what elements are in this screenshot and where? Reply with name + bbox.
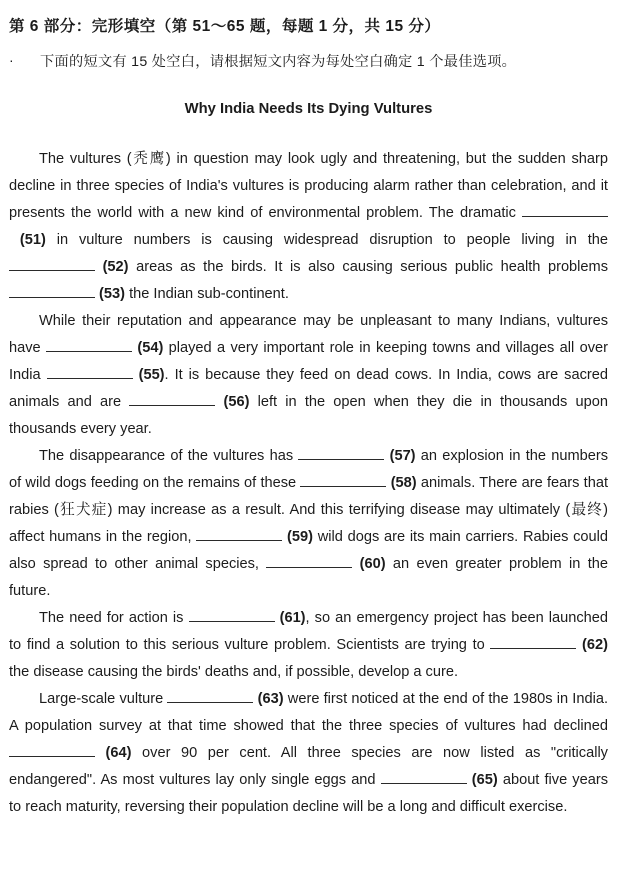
blank-number: (51)	[9, 232, 46, 248]
blank-line	[129, 405, 215, 406]
blank-number: (52)	[95, 259, 129, 275]
section-header: 第 6 部分：完形填空（第 51～65 题，每题 1 分，共 15 分）	[9, 18, 441, 35]
paragraph: The disappearance of the vultures has (57) an explosion in the numbers of wild dogs feeding on the remains of these (58) animals. There are fears that rabies (狂犬症) may increase as a result. And this terrifying disease may ultimately (最终) affect humans in the region, (59) wild dogs are its main carriers. Rabies could also spread to other animal species, (60) an even greater problem in the future.	[9, 448, 609, 599]
paragraph: Large-scale vulture (63) were first noticed at the end of the 1980s in India. A population survey at that time showed that the three species of vultures had declined (64) over 90 per cent. All three species are now listed as "critically endangered". As most vultures lay only single eggs and (65) about five years to reach maturity, reversing their population decline will be a long and difficult exercise.	[9, 691, 609, 815]
blank-number: (63)	[253, 691, 284, 707]
blank-number: (62)	[576, 637, 608, 653]
paragraph: The vultures (秃鹰) in question may look ugly and threatening, but the sudden sharp decline in three species of India's vultures is producing alarm rather than celebration, and it presents the world with a new kind of environmental problem. The dramatic (51) in vulture numbers is causing widespread disruption to people living in the (52) areas as the birds. It is also causing serious public health problems (53) the Indian sub-continent.	[9, 151, 608, 302]
blank-line	[266, 567, 352, 568]
blank-number: (55)	[132, 367, 165, 383]
blank-number: (54)	[132, 340, 164, 356]
blank-number: (56)	[215, 394, 250, 410]
blank-line	[490, 648, 576, 649]
instruction-text: 下面的短文有 15 处空白，请根据短文内容为每处空白确定 1 个最佳选项。	[40, 54, 517, 70]
blank-line	[47, 378, 133, 379]
blank-number: (65)	[466, 772, 498, 788]
blank-number: (57)	[384, 448, 416, 464]
article-body	[9, 146, 608, 821]
paragraph: The need for action is (61), so an emergency project has been launched to find a solution to this serious vulture problem. Scientists are trying to (62) the disease causing the birds' deaths and, if possible, develop a cure.	[9, 610, 608, 680]
blank-number: (59)	[282, 529, 313, 545]
blank-line	[522, 216, 608, 217]
paragraph: While their reputation and appearance may be unpleasant to many Indians, vultures have (54) played a very important role in keeping towns and villages all over India (55). It is because they feed on dead cows. In India, cows are sacred animals and are (56) left in the open when they die in thousands upon thousands every year.	[9, 313, 608, 437]
blank-line	[300, 486, 386, 487]
blank-number: (61)	[274, 610, 306, 626]
blank-number: (53)	[95, 286, 126, 302]
blank-line	[298, 459, 384, 460]
blank-line	[9, 756, 95, 757]
article-title: Why India Needs Its Dying Vultures	[184, 101, 433, 117]
blank-line	[196, 540, 282, 541]
blank-number: (60)	[352, 556, 386, 572]
blank-line	[9, 297, 95, 298]
blank-line	[381, 783, 467, 784]
blank-number: (64)	[95, 745, 132, 761]
instruction-row	[9, 51, 608, 71]
blank-line	[167, 702, 253, 703]
blank-line	[9, 270, 95, 271]
blank-number: (58)	[386, 475, 417, 491]
bullet-mark: ·	[9, 52, 14, 68]
blank-line	[189, 621, 275, 622]
blank-line	[46, 351, 132, 352]
